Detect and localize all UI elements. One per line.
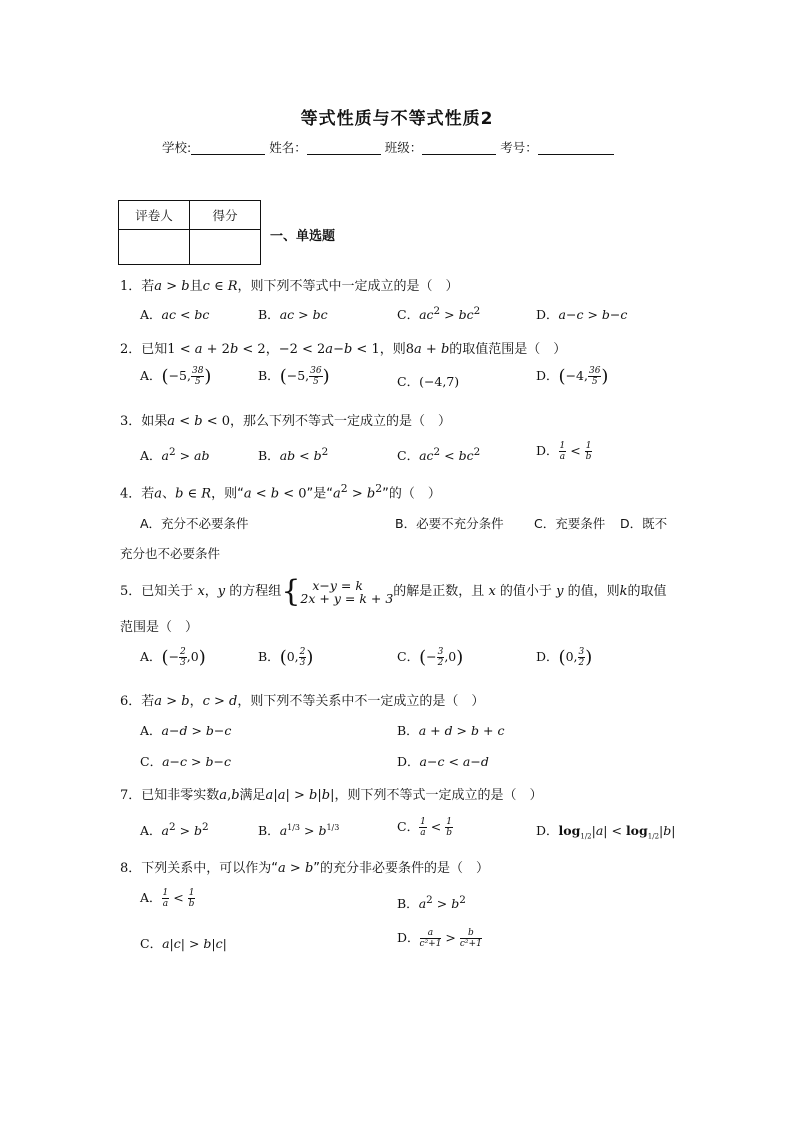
name-label: 姓名： bbox=[269, 140, 307, 155]
q1-option-b[interactable]: B．ac > bc bbox=[258, 307, 328, 322]
q3-option-a[interactable]: A．$a^2$ > ab bbox=[140, 446, 210, 464]
question-4: 4．若a、b ∈ R，则“a < b < 0”是“$a^2 > b^2$”的（ ） bbox=[120, 482, 441, 502]
section-heading: 一、单选题 bbox=[270, 229, 336, 244]
question-2: 2．已知1 < a + 2b < 2，−2 < 2a−b < 1，则8a + b的取值范围是（ ） bbox=[120, 342, 567, 357]
q7-option-d[interactable]: D．$\log_{1/2}|a| < \log_{1/2}|b|$ bbox=[536, 823, 676, 841]
q5-option-b[interactable]: B．(0, $\frac{2}{3}$ ) bbox=[258, 647, 314, 668]
q4-option-d[interactable]: D．既不 bbox=[620, 516, 668, 531]
number-field[interactable] bbox=[538, 140, 614, 155]
q4-option-d-wrap: 充分也不必要条件 bbox=[120, 546, 221, 561]
q2-option-d[interactable]: D．(−4, $\frac{36}{5}$ ) bbox=[536, 366, 609, 387]
q7-option-c[interactable]: C． $\frac{1}{a}$ < $\frac{1}{b}$ bbox=[397, 817, 452, 838]
question-6: 6．若a > b，c > d，则下列不等关系中不一定成立的是（ ） bbox=[120, 694, 485, 709]
question-7: 7．已知非零实数a,b满足a|a| > b|b|，则下列不等式一定成立的是（ ） bbox=[120, 788, 543, 803]
school-field[interactable] bbox=[191, 140, 265, 155]
q2-option-a[interactable]: A．(−5, $\frac{38}{5}$ ) bbox=[140, 366, 212, 387]
q5-option-c[interactable]: C．(− $\frac{3}{2}$ ,0) bbox=[397, 647, 464, 668]
q7-option-b[interactable]: B．$a^{1/3} > b^{1/3}$ bbox=[258, 822, 340, 838]
q3-option-c[interactable]: C．$ac^2 < bc^2$ bbox=[397, 446, 481, 464]
student-info-line bbox=[162, 138, 614, 156]
name-field[interactable] bbox=[307, 140, 381, 155]
question-5-wrap: 范围是（ ） bbox=[120, 620, 199, 635]
q8-option-d[interactable]: D． $\frac{a}{\text{c²+1}}$ > $\frac{b}{\text{c²+1}}$ bbox=[397, 928, 482, 949]
q2-option-c[interactable]: C．(−4,7) bbox=[397, 374, 460, 389]
grader-cell[interactable] bbox=[119, 230, 190, 265]
q4-option-b[interactable]: B．必要不充分条件 bbox=[395, 516, 504, 531]
q1-option-c[interactable]: C．$ac^2 > bc^2$ bbox=[397, 305, 481, 323]
q8-option-b[interactable]: B．$a^2 > b^2$ bbox=[397, 894, 466, 912]
q5-option-a[interactable]: A．(− $\frac{2}{3}$ ,0) bbox=[140, 647, 206, 668]
q1-option-d[interactable]: D．a−c > b−c bbox=[536, 307, 628, 322]
q4-option-c[interactable]: C．充要条件 bbox=[534, 516, 606, 531]
q6-option-b[interactable]: B．a + d > b + c bbox=[397, 723, 505, 738]
question-5: 5．已知关于 x，y 的方程组{ x−y = k 2x + y = k + 3 的解是正数，且 x 的值小于 y 的值，则k的取值 bbox=[120, 574, 667, 609]
question-8: 8．下列关系中，可以作为“a > b”的充分非必要条件的是（ ） bbox=[120, 861, 490, 876]
page-title: 等式性质与不等式性质2 bbox=[300, 109, 494, 129]
question-1: 1．若a > b且c ∈ R，则下列不等式中一定成立的是（ ） bbox=[120, 279, 459, 294]
grader-header: 评卷人 bbox=[119, 201, 190, 230]
score-table bbox=[118, 200, 261, 265]
score-header: 得分 bbox=[190, 201, 261, 230]
q4-option-a[interactable]: A．充分不必要条件 bbox=[140, 516, 249, 531]
q1-option-a[interactable]: A．ac < bc bbox=[140, 307, 210, 322]
q3-option-d[interactable]: D． $\frac{1}{a}$ < $\frac{1}{b}$ bbox=[536, 441, 592, 462]
q5-option-d[interactable]: D．(0, $\frac{3}{2}$ ) bbox=[536, 647, 593, 668]
question-3: 3．如果a < b < 0，那么下列不等式一定成立的是（ ） bbox=[120, 414, 452, 429]
number-label: 考号： bbox=[500, 140, 538, 155]
class-label: 班级： bbox=[384, 140, 423, 155]
q3-option-b[interactable]: B．ab < $b^2$ bbox=[258, 446, 329, 464]
q6-option-c[interactable]: C．a−c > b−c bbox=[140, 754, 231, 769]
school-label: 学校: bbox=[162, 140, 192, 155]
q7-option-a[interactable]: A．$a^2 > b^2$ bbox=[140, 821, 209, 839]
q6-option-a[interactable]: A．a−d > b−c bbox=[140, 723, 232, 738]
class-field[interactable] bbox=[422, 140, 496, 155]
q2-option-b[interactable]: B．(−5, $\frac{36}{5}$ ) bbox=[258, 366, 330, 387]
q8-option-c[interactable]: C．a|c| > b|c| bbox=[140, 936, 227, 951]
q6-option-d[interactable]: D．a−c < a−d bbox=[397, 754, 489, 769]
score-cell[interactable] bbox=[190, 230, 261, 265]
q8-option-a[interactable]: A． $\frac{1}{a}$ < $\frac{1}{b}$ bbox=[140, 888, 195, 909]
